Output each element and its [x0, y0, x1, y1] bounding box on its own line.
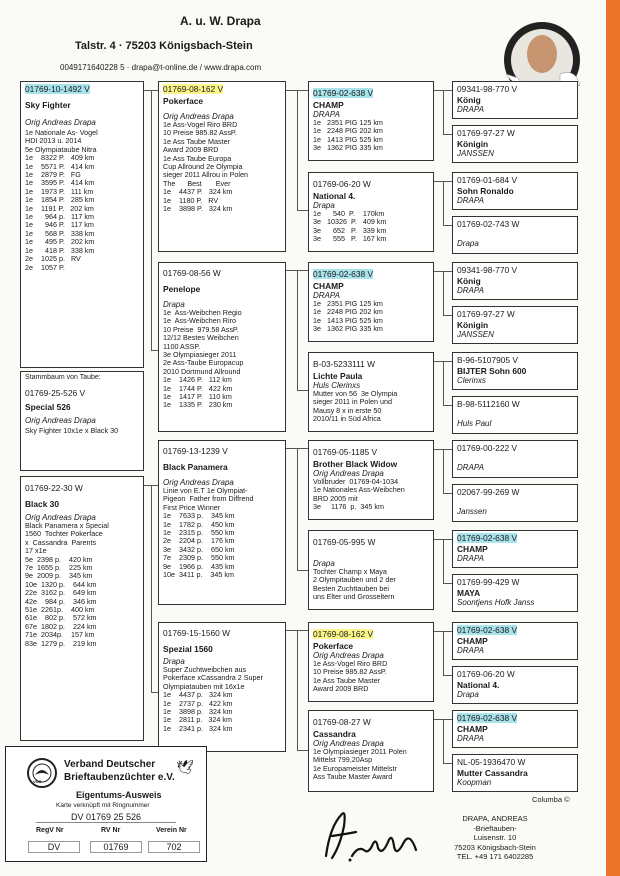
dam-sire-id: 01769-13-1239 V: [163, 446, 228, 456]
connector-h: [434, 271, 443, 272]
card-subtitle: Karte verknüpft mit Ringnummer: [56, 802, 150, 809]
connector-h: [297, 750, 308, 751]
gen4-12-name: MAYA: [457, 588, 481, 598]
gen4-card-13: [452, 622, 578, 660]
connector-h: [443, 361, 452, 362]
dam-name: Black 30: [25, 499, 59, 509]
gen4-9-name: [457, 454, 573, 463]
dam-dam-id: 01769-15-1560 W: [163, 628, 231, 638]
gen4-4-name: [457, 230, 573, 239]
gen4-14-origin: Drapa: [457, 690, 479, 699]
gen3-2-name: National 4.: [313, 191, 356, 201]
connector-v: [297, 90, 298, 210]
dam-origin: Orig Andreas Drapa: [25, 513, 96, 522]
breeder-address: Talstr. 4 · 75203 Königsbach-Stein: [75, 40, 253, 52]
gen4-10-id: 02067-99-269 W: [457, 487, 520, 497]
gen3-3-id: 01769-02-638 V: [313, 269, 374, 279]
connector-h: [443, 405, 452, 406]
card-col-header-1: RegV Nr: [36, 827, 64, 834]
connector-h: [443, 315, 452, 316]
gen4-12-id: 01769-99-429 W: [457, 577, 520, 587]
gen3-1-name: CHAMP: [313, 100, 344, 110]
connector-h: [443, 493, 452, 494]
card-org-line1: Verband Deutscher: [64, 759, 156, 770]
sire-sire-name: Pokerface: [163, 96, 204, 106]
connector-h: [443, 631, 452, 632]
gen4-6-name: Königin: [457, 320, 489, 330]
gen4-1-name: König: [457, 95, 481, 105]
main-bird-card: [20, 81, 144, 368]
gen3-4-results: Mutter von 56 3e Olympia sieger 2011 in Polen und Mausy 8 x in erste 50 2010/11 in Süd Africa: [313, 389, 398, 424]
gen4-card-14: [452, 666, 578, 704]
gen3-1-id: 01769-02-638 V: [313, 88, 374, 98]
gen3-2-origin: Drapa: [313, 201, 335, 210]
gen3-6-results: Tochter Champ x Maya 2 Olympitauben und 2 der Besten Zuchttauben bei uns Elter und Grosseltern: [313, 567, 396, 602]
main-bird-origin: Orig Andreas Drapa: [25, 118, 96, 127]
gen3-4-id: B-03-5233111 W: [313, 359, 376, 369]
gen4-card-11: [452, 530, 578, 568]
connector-h: [297, 90, 308, 91]
connector-v: [443, 449, 444, 493]
sire-sire-card: [158, 81, 286, 252]
connector-h: [297, 270, 308, 271]
gen4-card-3: [452, 172, 578, 210]
gen4-card-7: [452, 352, 578, 390]
card-col-value-2: 01769: [90, 841, 142, 853]
gen4-3-origin: DRAPA: [457, 196, 484, 205]
connector-h: [443, 90, 452, 91]
gen3-5-origin: Orig Andreas Drapa: [313, 469, 384, 478]
gen4-card-16: [452, 754, 578, 792]
gen4-3-name: Sohn Ronaldo: [457, 186, 514, 196]
connector-h: [434, 361, 443, 362]
connector-h: [297, 210, 308, 211]
gen4-card-10: [452, 484, 578, 522]
stammbaum-origin: Orig Andreas Drapa: [25, 416, 96, 426]
gen3-card-2: [308, 172, 434, 252]
gen3-1-origin: DRAPA: [313, 110, 340, 119]
gen3-6-origin: Drapa: [313, 559, 335, 568]
gen3-2-id: 01769-06-20 W: [313, 179, 371, 189]
gen4-14-name: National 4.: [457, 680, 500, 690]
card-col-value-3: 702: [148, 841, 200, 853]
gen3-1-results: 1e 2351 PIG 125 km 1e 2248 PIG 202 km 1e 1413 PIG 525 km 3e 1362 PIG 335 km: [313, 118, 383, 153]
gen4-6-id: 01769-97-27 W: [457, 309, 515, 319]
connector-v: [443, 719, 444, 763]
gen4-8-name: [457, 410, 573, 419]
main-bird-name: Sky Fighter: [25, 100, 71, 110]
gen4-card-1: [452, 81, 578, 119]
gen4-7-id: B-96-5107905 V: [457, 355, 518, 365]
connector-h: [434, 719, 443, 720]
dam-card: [20, 476, 144, 741]
gen3-8-origin: Orig Andreas Drapa: [313, 739, 384, 748]
connector-h: [443, 719, 452, 720]
gen3-card-7: [308, 622, 434, 702]
card-col-header-2: RV Nr: [101, 827, 121, 834]
breeder-name: A. u. W. Drapa: [180, 14, 261, 28]
gen4-card-5: [452, 262, 578, 300]
connector-h: [151, 90, 158, 91]
sire-sire-results: 1e Ass-Vogel Riro BRD 10 Preise 985.82 AssP. 1e Ass Taube Master Award 2009 BRD 1e Ass Taube Europa Cup Allround 2e Olympia sieger 2011 Allrou in Polen The Best Ever 1e 4437 P. 324 km 1e 1180 P. RV 1e 3898 P. 324 km: [163, 120, 248, 214]
connector-h: [151, 485, 158, 486]
gen3-8-name: Cassandra: [313, 729, 356, 739]
gen4-13-origin: DRAPA: [457, 646, 484, 655]
card-bird-icon: 🕊: [176, 759, 194, 775]
signature: [316, 806, 430, 864]
card-col-value-1: DV: [28, 841, 80, 853]
gen3-4-name: Lichte Paula: [313, 371, 363, 381]
connector-h: [434, 539, 443, 540]
connector-v: [443, 90, 444, 134]
gen4-2-name: Königin: [457, 139, 489, 149]
connector-v: [443, 181, 444, 225]
gen3-card-4: [308, 352, 434, 432]
connector-v: [297, 630, 298, 750]
gen4-15-origin: DRAPA: [457, 734, 484, 743]
gen4-10-name: [457, 498, 573, 507]
connector-h: [434, 90, 443, 91]
gen4-13-name: CHAMP: [457, 636, 488, 646]
sire-dam-name: Penelope: [163, 284, 201, 294]
stammbaum-card: [20, 371, 144, 471]
sire-sire-id: 01769-08-162 V: [163, 84, 224, 94]
connector-h: [443, 134, 452, 135]
dam-id: 01769-22-30 W: [25, 483, 83, 493]
gen4-3-id: 01769-01-684 V: [457, 175, 518, 185]
gen4-4-origin: Drapa: [457, 239, 479, 248]
dam-dam-results: Super Zuchtweibchen aus Pokerface xCassandra 2 Super Olympiatauben mit 16x1e 1e 4437 p. 324 km 1e 2737 p. 422 km 1e 3898 p. 324 km 1e 2811 p. 324 km 1e 2341 p. 324 km: [163, 665, 263, 733]
breeder-contact: 0049171640228 5 · drapa@t-online.de / www.drapa.com: [60, 63, 262, 72]
gen4-2-id: 01769-97-27 W: [457, 128, 515, 138]
stammbaum-name: Special 526: [25, 402, 71, 413]
stammbaum-id: 01769-25-526 V: [25, 388, 86, 399]
stammbaum-label: Stammbaum von Taube:: [25, 374, 101, 381]
gen3-7-origin: Orig Andreas Drapa: [313, 651, 384, 660]
connector-h: [297, 390, 308, 391]
gen4-card-2: [452, 125, 578, 163]
dam-results: Black Panamera x Special 1560 Tochter Pokerface x Cassandra Parents 17 x1e 5e 2398 p. 420 km 7e 1655 p. 225 km 9e 2009 p. 345 km 10e 1320 p. 644 km 22e 3162 p. 649 km 42e 984 p. 346 km 51e 2261p. 400 km 61e 802 p. 572 km 67e 1802 p. 224 km 71e 2034p. 157 km 83e 1279 p. 219 km: [25, 521, 109, 648]
sire-dam-results: 1e Ass-Weibchen Regio 1e Ass-Weibchen Riro 10 Preise 979.58 AssP. 12/12 Bestes Weibchen 1100 ASSP. 3e Olympiasieger 2011 2e Ass-Taube Europacup 2010 Dortmund Allround 1e 1426 P. 112 km 1e 1744 P. 422 km 1e 1417 P. 110 km 1e 1335 P. 230 km: [163, 308, 244, 410]
gen4-15-name: CHAMP: [457, 724, 488, 734]
gen3-6-id: 01769-05-995 W: [313, 537, 376, 547]
gen4-card-8: [452, 396, 578, 434]
gen3-5-name: Brother Black Widow: [313, 459, 398, 469]
gen4-card-9: [452, 440, 578, 478]
dam-sire-origin: Orig Andreas Drapa: [163, 478, 234, 487]
gen3-8-results: 1e Olympiasieger 2011 Polen Mittelst 799,20Asp 1e Europameister Mittelstr Ass Taube Master Award: [313, 747, 407, 782]
main-bird-results: 1e Nationale As- Vogel HDI 2013 u. 2014 5e Olympiataube Nitra 1e 8322 P. 409 km 1e 5571 P. 414 km 1e 2879 P. FG 1e 3595 P. 414 km 1e 1973 P. 111 km 1e 1854 P. 285 km 1e 1191 P. 202 km 1e 964 p. 117 km 1e 946 P. 117 km 1e 568 P. 338 km 1e 495 P. 202 km 1e 418 P. 338 km 2e 1025 p. RV 2e 1057 P.: [25, 128, 98, 272]
gen4-1-origin: DRAPA: [457, 105, 484, 114]
vdb-logo: VDB: [26, 757, 58, 789]
gen4-card-6: [452, 306, 578, 344]
gen4-5-name: König: [457, 276, 481, 286]
connector-h: [443, 675, 452, 676]
gen4-6-origin: JANSSEN: [457, 330, 494, 339]
connector-h: [151, 692, 158, 693]
connector-h: [434, 449, 443, 450]
gen3-5-results: Vollbruder 01769-04-1034 1e Nationales Ass-Weibchen BRD 2005 mit 3e 1176 p. 345 km: [313, 477, 405, 512]
gen3-4-origin: Huls Clerinxs: [313, 381, 361, 390]
gen4-13-id: 01769-02-638 V: [457, 625, 518, 635]
gen4-card-15: [452, 710, 578, 748]
gen3-3-results: 1e 2351 PIG 125 km 1e 2248 PIG 202 km 1e 1413 PIG 525 km 3e 1362 PIG 335 km: [313, 299, 383, 334]
gen3-5-id: 01769-05-1185 V: [313, 447, 378, 457]
gen4-11-origin: DRAPA: [457, 554, 484, 563]
connector-h: [443, 539, 452, 540]
gen4-8-id: B-98-5112160 W: [457, 399, 520, 409]
connector-v: [297, 270, 298, 390]
gen4-9-id: 01769-00-222 V: [457, 443, 518, 453]
connector-h: [151, 350, 158, 351]
connector-h: [286, 90, 297, 91]
connector-h: [434, 181, 443, 182]
dam-sire-card: [158, 440, 286, 605]
connector-h: [144, 90, 151, 91]
sire-sire-origin: Orig Andreas Drapa: [163, 112, 234, 121]
connector-h: [443, 181, 452, 182]
orange-side-strip: [606, 0, 620, 876]
gen4-4-id: 01769-02-743 W: [457, 219, 520, 229]
gen4-5-id: 09341-98-770 V: [457, 265, 518, 275]
gen3-card-6: [308, 530, 434, 610]
gen3-card-3: [308, 262, 434, 342]
connector-h: [144, 485, 151, 486]
connector-v: [443, 539, 444, 583]
gen3-3-origin: DRAPA: [313, 291, 340, 300]
columba-credit: Columba ©: [532, 795, 570, 804]
connector-h: [443, 763, 452, 764]
gen3-card-5: [308, 440, 434, 520]
card-org-line2: Brieftaubenzüchter e.V.: [64, 772, 175, 783]
dam-dam-origin: Drapa: [163, 657, 185, 666]
connector-h: [297, 630, 308, 631]
dam-sire-results: Linie von E.T 1e Olympiat- Pigeon Father from Diffrend First Price Winner 1e 7633 p. 345 km 1e 1782 p. 450 km 1e 2315 p. 550 km 2e 2204 p. 176 km 3e 3432 p. 650 km 7e 2309 p. 550 km 9e 1966 p. 435 km 10e 3411 p. 345 km: [163, 486, 254, 580]
owner-address: DRAPA, ANDREAS -Brieftauben- Luisenstr. 10 75203 Königsbach-Stein TEL. +49 171 6402285: [454, 814, 536, 861]
gen4-card-12: [452, 574, 578, 612]
connector-h: [443, 225, 452, 226]
gen4-11-id: 01769-02-638 V: [457, 533, 518, 543]
connector-h: [286, 630, 297, 631]
connector-v: [443, 271, 444, 315]
stammbaum-parents: Sky Fighter 10x1e x Black 30: [25, 426, 119, 436]
card-ring-number: DV 01769 25 526: [36, 812, 176, 823]
gen3-card-1: [308, 81, 434, 161]
gen4-10-origin: Janssen: [457, 507, 487, 516]
connector-v: [297, 448, 298, 570]
gen4-9-origin: DRAPA: [457, 463, 484, 472]
gen3-7-results: 1e Ass-Vogel Riro BRD 10 Preise 985.82 AssP. 1e Ass Taube Master Award 2009 BRD: [313, 659, 388, 694]
main-bird-id: 01769-10-1492 V: [25, 84, 90, 94]
card-col-header-3: Verein Nr: [156, 827, 187, 834]
gen4-11-name: CHAMP: [457, 544, 488, 554]
gen3-7-name: Pokerface: [313, 641, 354, 651]
gen4-8-origin: Huls Paul: [457, 419, 492, 428]
ownership-card: [5, 746, 207, 862]
connector-v: [443, 631, 444, 675]
gen3-2-results: 1e 540 P. 170km 3e 10326 P. 409 km 3e 652 P. 339 km 3e 555 P. 167 km: [313, 209, 387, 244]
connector-h: [434, 631, 443, 632]
gen4-16-name: Mutter Cassandra: [457, 768, 528, 778]
connector-v: [443, 361, 444, 405]
connector-h: [443, 449, 452, 450]
gen3-card-8: [308, 710, 434, 792]
connector-v: [151, 90, 152, 350]
sire-dam-origin: Drapa: [163, 300, 185, 309]
gen3-7-id: 01769-08-162 V: [313, 629, 374, 639]
dam-sire-name: Black Panamera: [163, 462, 228, 472]
connector-h: [443, 583, 452, 584]
gen4-14-id: 01769-06-20 W: [457, 669, 515, 679]
connector-h: [297, 448, 308, 449]
dam-dam-card: [158, 622, 286, 752]
gen4-16-origin: Koopman: [457, 778, 492, 787]
connector-v: [151, 485, 152, 692]
gen3-3-name: CHAMP: [313, 281, 344, 291]
connector-h: [297, 570, 308, 571]
gen4-card-4: [452, 216, 578, 254]
connector-h: [286, 448, 297, 449]
connector-h: [286, 270, 297, 271]
sire-dam-id: 01769-08-56 W: [163, 268, 221, 278]
gen4-16-id: NL-05-1936470 W: [457, 757, 526, 767]
gen4-7-name: BIJTER Sohn 600: [457, 366, 527, 376]
gen4-7-origin: Clerinxs: [457, 376, 486, 385]
sire-dam-card: [158, 262, 286, 432]
gen4-2-origin: JANSSEN: [457, 149, 494, 158]
gen4-15-id: 01769-02-638 V: [457, 713, 518, 723]
card-title: Eigentums-Ausweis: [76, 790, 162, 800]
gen4-5-origin: DRAPA: [457, 286, 484, 295]
gen4-12-origin: Soontjens Hofk Janss: [457, 598, 535, 607]
gen4-1-id: 09341-98-770 V: [457, 84, 518, 94]
gen3-8-id: 01769-08-27 W: [313, 717, 371, 727]
connector-h: [443, 271, 452, 272]
dam-dam-name: Spezial 1560: [163, 644, 213, 654]
